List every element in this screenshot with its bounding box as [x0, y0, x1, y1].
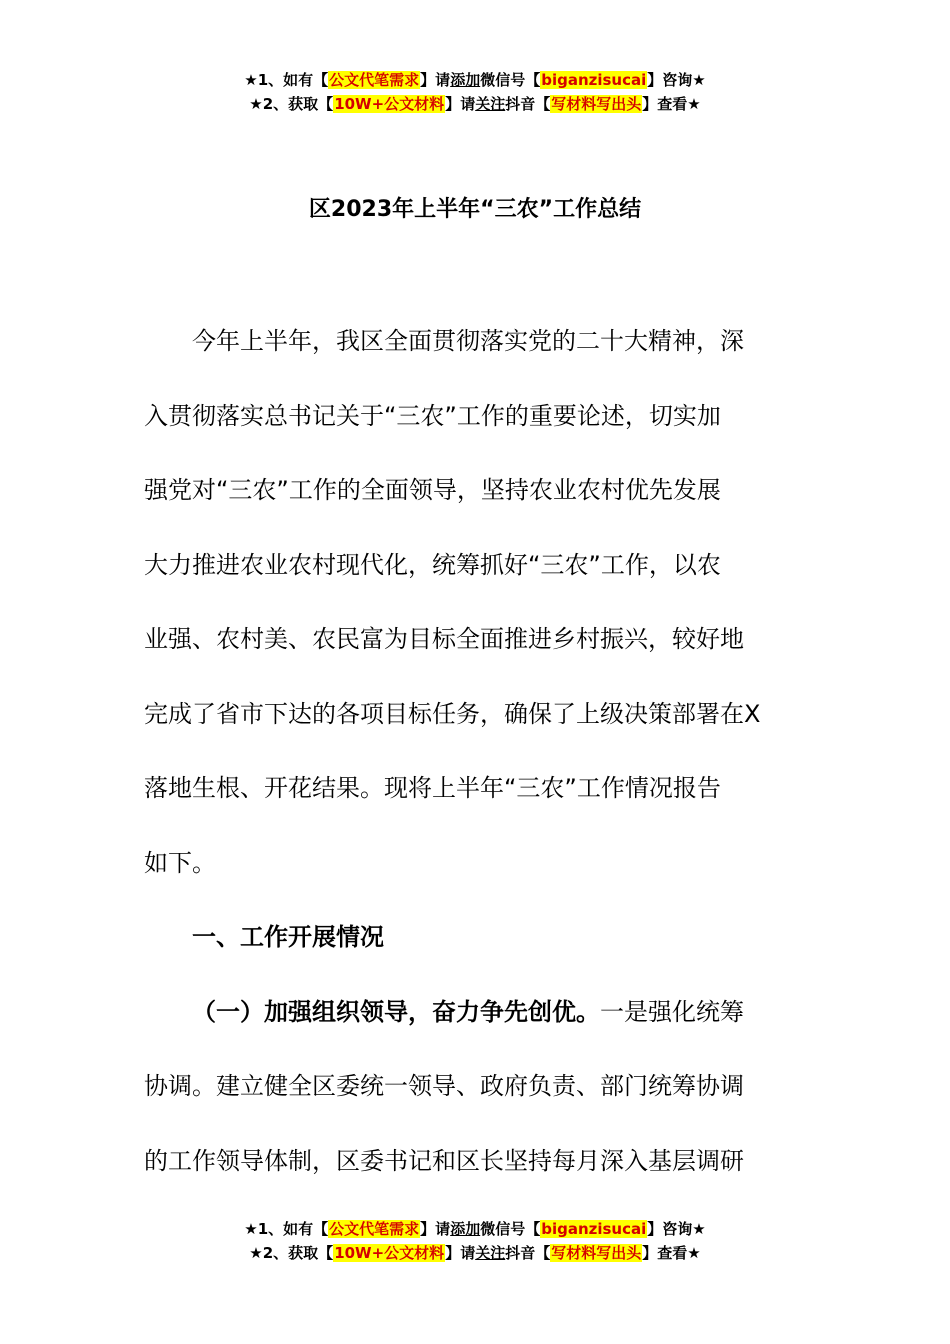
- paragraph-line: 如下。: [144, 848, 216, 877]
- banner-text: 】请: [445, 1244, 476, 1262]
- paragraph-line: 协调。建立健全区委统一领导、政府负责、部门统筹协调: [144, 1072, 744, 1100]
- banner-text: ★1、如有【: [244, 1220, 329, 1238]
- banner-highlight: biganzisucai: [541, 71, 647, 89]
- banner-text: ★2、获取【: [249, 1244, 334, 1262]
- banner-text: 抖音【: [505, 95, 551, 113]
- paragraph-line: 完成了省市下达的各项目标任务，确保了上级决策部署在X: [144, 699, 761, 728]
- section-1: [144, 900, 809, 975]
- banner-underlined: 添加: [450, 71, 481, 89]
- top-banner: [0, 68, 950, 116]
- banner-highlight: 10W+公文材料: [334, 95, 445, 113]
- intro-paragraph: [144, 304, 809, 900]
- section-heading: 一、工作开展情况: [192, 923, 384, 951]
- banner-line-1: [0, 1217, 950, 1241]
- banner-text: 】咨询★: [647, 1220, 706, 1238]
- banner-text: 】请: [445, 95, 476, 113]
- bottom-banner: [0, 1217, 950, 1265]
- banner-highlight: biganzisucai: [541, 1220, 647, 1238]
- banner-text: 】查看★: [642, 1244, 701, 1262]
- paragraph-line: 今年上半年，我区全面贯彻落实党的二十大精神，深: [192, 327, 744, 355]
- subsection-1: [144, 975, 809, 1199]
- banner-line-1: [0, 68, 950, 92]
- paragraph-line: [144, 975, 809, 1050]
- banner-underlined: 关注: [475, 95, 506, 113]
- subsection-heading: （一）加强组织领导，奋力争先创优。: [192, 997, 600, 1026]
- paragraph-line: 业强、农村美、农民富为目标全面推进乡村振兴，较好地: [144, 625, 744, 653]
- banner-text: 微信号【: [480, 71, 541, 89]
- banner-line-2: [0, 92, 950, 116]
- paragraph-line: 大力推进农业农村现代化，统筹抓好“三农”工作，以农: [144, 550, 721, 579]
- banner-text: 】请: [420, 71, 451, 89]
- document-title: 区2023年上半年“三农”工作总结: [308, 197, 642, 222]
- banner-text: ★2、获取【: [249, 95, 334, 113]
- paragraph-line: 强党对“三农”工作的全面领导，坚持农业农村优先发展: [144, 476, 721, 504]
- document-body: [144, 304, 809, 1198]
- banner-highlight: 写材料写出头: [551, 95, 642, 113]
- banner-text: 抖音【: [505, 1244, 551, 1262]
- banner-underlined: 关注: [475, 1244, 506, 1262]
- banner-highlight: 公文代笔需求: [329, 1220, 420, 1238]
- banner-text: 微信号【: [480, 1220, 541, 1238]
- banner-highlight: 10W+公文材料: [334, 1244, 445, 1262]
- paragraph-line: 入贯彻落实总书记关于“三农”工作的重要论述，切实加: [144, 401, 721, 430]
- banner-text: ★1、如有【: [244, 71, 329, 89]
- paragraph-line: 的工作领导体制，区委书记和区长坚持每月深入基层调研: [144, 1146, 744, 1175]
- banner-highlight: 写材料写出头: [551, 1244, 642, 1262]
- banner-text: 】查看★: [642, 95, 701, 113]
- banner-underlined: 添加: [450, 1220, 481, 1238]
- banner-text: 】咨询★: [647, 71, 706, 89]
- subsection-text: 一是强化统筹: [600, 997, 744, 1026]
- banner-line-2: [0, 1241, 950, 1265]
- banner-highlight: 公文代笔需求: [329, 71, 420, 89]
- paragraph-line: 落地生根、开花结果。现将上半年“三农”工作情况报告: [144, 774, 721, 802]
- banner-text: 】请: [420, 1220, 451, 1238]
